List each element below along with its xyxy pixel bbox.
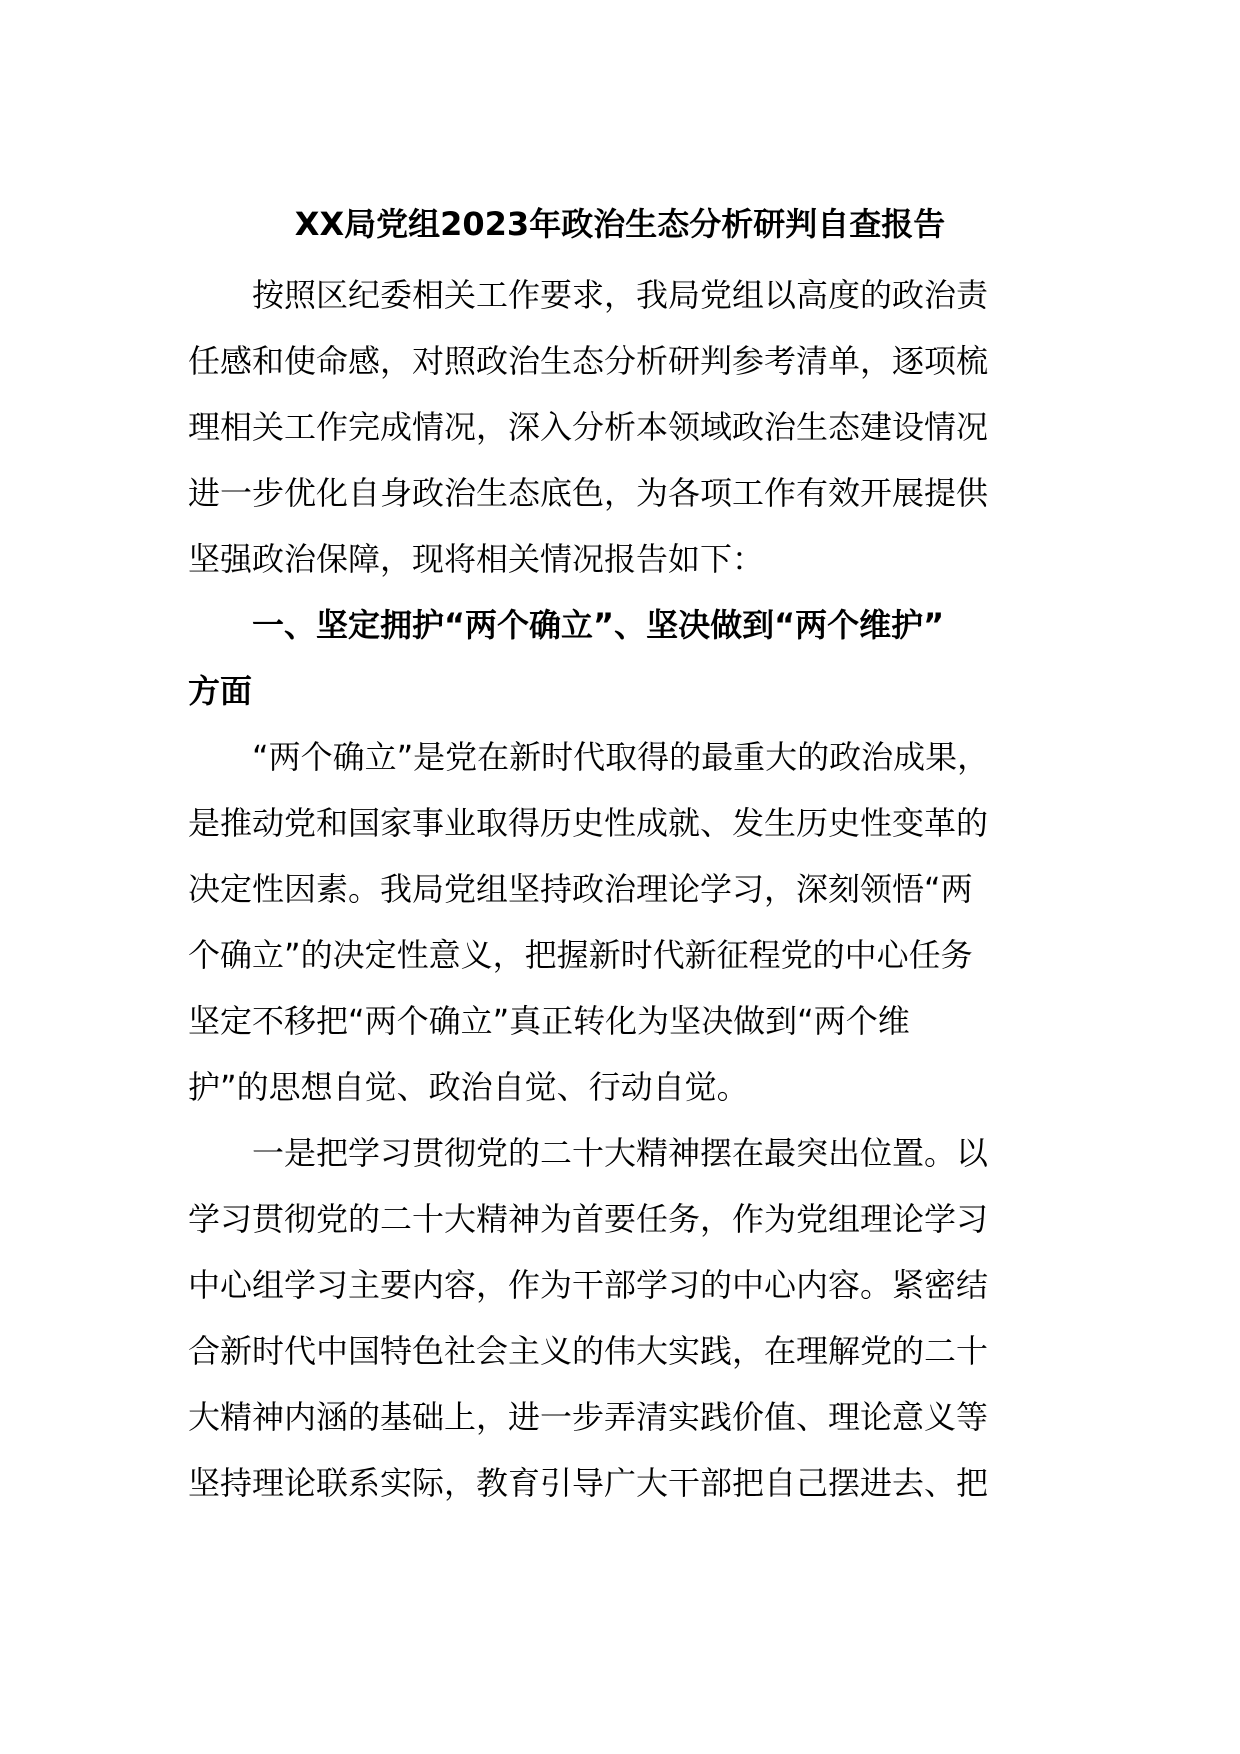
section-1-paragraph-1 [188,724,1048,1120]
intro-line: 进一步优化自身政治生态底色，为各项工作有效开展提供 [188,474,989,512]
paragraph-line: 坚持理论联系实际，教育引导广大干部把自己摆进去、把 [188,1464,989,1502]
document-title: XX局党组2023年政治生态分析研判自查报告 [294,205,946,243]
intro-line: 任感和使命感，对照政治生态分析研判参考清单，逐项梳 [188,342,989,380]
paragraph-line: “两个确立”是党在新时代取得的最重大的政治成果， [252,738,990,776]
paragraph-line: 一是把学习贯彻党的二十大精神摆在最突出位置。以 [252,1134,989,1172]
section-1-heading [188,592,1048,724]
section-heading-line: 方面 [188,672,253,710]
intro-line: 坚强政治保障，现将相关情况报告如下： [188,540,765,578]
intro-line: 按照区纪委相关工作要求，我局党组以高度的政治责 [252,276,989,314]
paragraph-line: 个确立”的决定性意义，把握新时代新征程党的中心任务 [188,936,973,974]
paragraph-line: 学习贯彻党的二十大精神为首要任务，作为党组理论学习 [188,1200,989,1238]
paragraph-line: 合新时代中国特色社会主义的伟大实践，在理解党的二十 [188,1332,989,1370]
paragraph-line: 是推动党和国家事业取得历史性成就、发生历史性变革的 [188,804,989,842]
paragraph-line: 中心组学习主要内容，作为干部学习的中心内容。紧密结 [188,1266,989,1304]
section-heading-line: 一、坚定拥护“两个确立”、坚决做到“两个维护” [252,606,945,644]
paragraph-line: 大精神内涵的基础上，进一步弄清实践价值、理论意义等 [188,1398,989,1436]
paragraph-line: 坚定不移把“两个确立”真正转化为坚决做到“两个维 [188,1002,910,1040]
paragraph-line: 决定性因素。我局党组坚持政治理论学习，深刻领悟“两 [188,870,973,908]
intro-paragraph [188,262,1048,592]
intro-line: 理相关工作完成情况，深入分析本领域政治生态建设情况 [188,408,989,446]
section-1-paragraph-2 [188,1120,1048,1516]
paragraph-line: 护”的思想自觉、政治自觉、行动自觉。 [188,1068,749,1106]
